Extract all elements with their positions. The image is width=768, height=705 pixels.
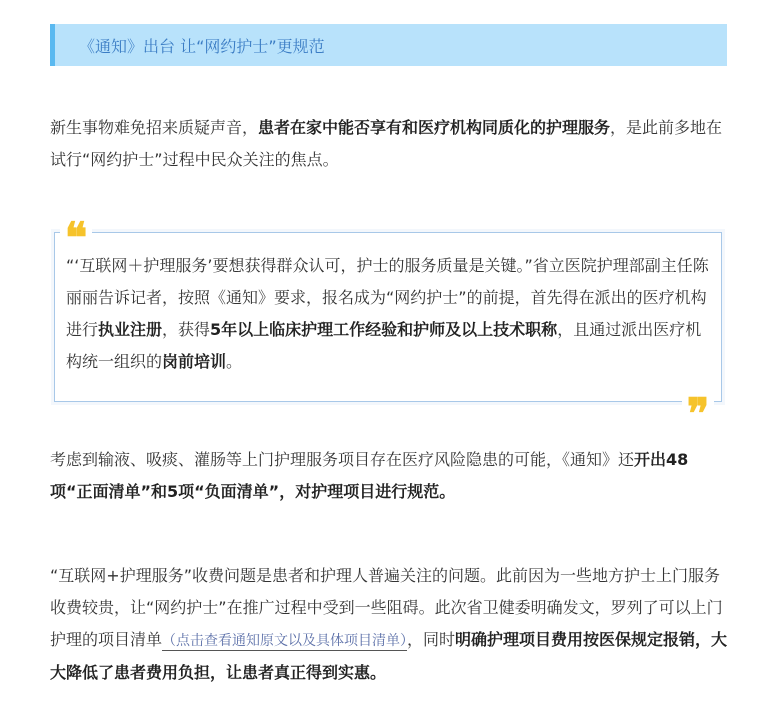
paragraph-regulation <box>50 444 730 508</box>
paragraph-bold-text: 明确护理项目费用按医保规定报销，大大降低了患者费用负担，让患者真正得到实惠。 <box>50 630 728 682</box>
close-quote-icon: ❞ <box>682 392 714 416</box>
section-title-bar <box>50 24 727 66</box>
open-quote-icon: ❝ <box>60 218 92 242</box>
quote-text-part: ，且通过派出医疗机构统一组织的 <box>66 320 702 371</box>
paragraph-intro <box>50 112 730 176</box>
section-title: 《通知》出台 让“网约护士”更规范 <box>79 36 325 56</box>
quote-text <box>66 250 716 378</box>
paragraph-text: ，同时 <box>407 630 456 649</box>
quote-bold-text: 执业注册 <box>98 320 163 339</box>
quote-bold-text: 岗前培训 <box>162 352 227 371</box>
quote-bold-text: 5年以上临床护理工作经验和护师及以上技术职称 <box>210 320 558 339</box>
paragraph-bold-text: 患者在家中能否享有和医疗机构同质化的护理服务 <box>258 118 611 137</box>
paragraph-fees <box>50 560 730 689</box>
notice-link[interactable]: （点击查看通知原文以及具体项目清单） <box>162 633 408 649</box>
paragraph-text: 新生事物难免招来质疑声音， <box>50 118 259 137</box>
quote-text-part: “‘互联网＋护理服务’要想获得群众认可，护士的服务质量是关键。”省立医院护理部副主任陈丽丽告诉记者，按照《通知》要求，报名成为“网约护士”的前提，首先得在派出的医疗机构进行 <box>66 256 709 339</box>
quote-text-part: 。 <box>226 352 243 371</box>
paragraph-text: ，是此前多地在试行“网约护士”过程中民众关注的焦点。 <box>50 118 723 169</box>
paragraph-bold-text: 开出48项“正面清单”和5项“负面清单”，对护理项目进行规范。 <box>50 450 689 501</box>
quote-text-part: ，获得 <box>162 320 211 339</box>
paragraph-text: “互联网+护理服务”收费问题是患者和护理人普遍关注的问题。此前因为一些地方护士上门服务收费较贵，让“网约护士”在推广过程中受到一些阻碍。此次省卫健委明确发文，罗列了可以上门护理的项目清单 <box>50 566 723 649</box>
paragraph-text: 考虑到输液、吸痰、灌肠等上门护理服务项目存在医疗风险隐患的可能，《通知》还 <box>50 450 635 469</box>
